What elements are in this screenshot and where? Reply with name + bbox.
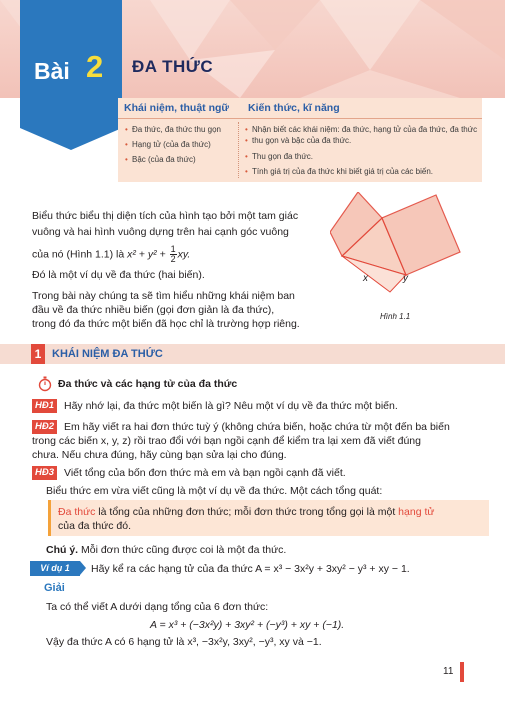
intro-line: đầu về đa thức nhiều biến (gọi đơn giản là đa thức), xyxy=(32,304,275,316)
objective-item: • Hạng tử (của đa thức) xyxy=(132,139,211,150)
intro-line: vuông và hai hình vuông dựng trên hai cạnh góc vuông xyxy=(32,226,289,238)
lesson-number: 2 xyxy=(86,49,104,84)
fraction-one-half xyxy=(170,245,177,264)
intro-line: Trong bài này chúng ta sẽ tìm hiểu những khái niệm ban xyxy=(32,290,295,302)
intro-line: Biểu thức biểu thị diện tích của hình tạo bởi một tam giác xyxy=(32,210,299,222)
page-number: 11 xyxy=(443,666,454,677)
objective-item: • Tính giá trị của đa thức khi biết giá trị của các biến. xyxy=(252,166,433,177)
example-tag-arrow xyxy=(80,561,86,575)
fraction-denominator: 2 xyxy=(170,254,176,264)
definition-term: Đa thức xyxy=(58,506,96,518)
definition-text: là tổng của những đơn thức; mỗi đơn thức trong tổng gọi là một xyxy=(95,506,399,518)
note xyxy=(46,543,286,557)
solution-title: Giải xyxy=(44,582,65,594)
intro-line: Đó là một ví dụ về đa thức (hai biến). xyxy=(32,269,205,281)
lesson-word: Bài xyxy=(34,58,70,84)
definition-term-2: hạng tử xyxy=(398,506,435,518)
page-number-bar xyxy=(460,662,464,682)
activity-text: Em hãy viết ra hai đơn thức tuỳ ý (không chứa biến, hoặc chứa từ một đến ba biến xyxy=(64,421,450,433)
objectives-col2-title: Kiến thức, kĩ năng xyxy=(248,102,340,114)
objective-item: • Nhận biết các khái niệm: đa thức, hạng tử của đa thức, đa thức xyxy=(252,124,477,135)
activity-text: trong các biến x, y, z) rồi trao đổi với bạn ngồi cạnh để kiểm tra lại xem đã viết đúng xyxy=(32,435,421,447)
figure-caption: Hình 1.1 xyxy=(380,312,411,321)
note-text: Mỗi đơn thức cũng được coi là một đa thức. xyxy=(78,544,287,556)
section-number: 1 xyxy=(31,344,45,364)
activity-tag: HĐ3 xyxy=(32,466,57,480)
intro-formula-line xyxy=(32,245,190,264)
solution-conclusion: Vậy đa thức A có 6 hạng tử là x³, −3x²y, 3xy², −y³, xy và −1. xyxy=(46,636,322,648)
intro-line: trong đó đa thức một biến đã học chỉ là trường hợp riêng. xyxy=(32,318,300,330)
objectives-column-divider xyxy=(238,122,239,178)
definition-line xyxy=(58,505,434,519)
intro-formula: x² + y² + xyxy=(127,248,169,261)
activity-tag: HĐ1 xyxy=(32,399,57,413)
figure-label-x: x xyxy=(363,273,368,284)
activity-tag: HĐ2 xyxy=(32,420,57,434)
note-label: Chú ý. xyxy=(46,544,79,556)
solution-formula: A = x³ + (−3x²y) + 3xy² + (−y³) + xy + (−1). xyxy=(150,619,345,631)
example-tag: Ví dụ 1 xyxy=(30,561,80,576)
activity-text: chưa. Nếu chưa đúng, hãy cùng bạn sửa lại cho đúng. xyxy=(32,449,287,461)
stopwatch-icon xyxy=(38,376,52,392)
figure-label-y: y xyxy=(403,273,408,284)
activity-text: Viết tổng của bốn đơn thức mà em và bạn ngồi cạnh đã viết. xyxy=(64,467,346,479)
definition-line-2: của đa thức đó. xyxy=(58,520,131,532)
figure-squares-triangle xyxy=(330,192,490,317)
section-title: KHÁI NIỆM ĐA THỨC xyxy=(52,348,163,360)
intro-formula-suffix: xy. xyxy=(177,248,191,261)
fraction-numerator: 1 xyxy=(170,244,176,254)
objectives-col1-title: Khái niệm, thuật ngữ xyxy=(124,102,230,114)
objective-item: • Thu gọn đa thức. xyxy=(252,151,313,162)
solution-line: Ta có thể viết A dưới dạng tổng của 6 đơn thức: xyxy=(46,601,269,613)
intro-line3-prefix: của nó (Hình 1.1) là xyxy=(32,248,128,261)
lesson-title: ĐA THỨC xyxy=(132,57,214,76)
example-question: Hãy kể ra các hạng tử của đa thức A = x³ − 3x²y + 3xy² − y³ + xy − 1. xyxy=(91,563,410,575)
subsection-title: Đa thức và các hạng tử của đa thức xyxy=(58,378,238,390)
objective-item: • Bậc (của đa thức) xyxy=(132,154,196,165)
objectives-table xyxy=(118,98,482,182)
objectives-divider xyxy=(118,118,482,119)
lesson-tab-point xyxy=(20,128,122,150)
activity-text: Hãy nhớ lại, đa thức một biến là gì? Nêu một ví dụ về đa thức một biến. xyxy=(64,400,398,412)
objective-item-continued: • thu gọn và bậc của đa thức. xyxy=(252,135,351,146)
general-statement: Biểu thức em vừa viết cũng là một ví dụ về đa thức. Một cách tổng quát: xyxy=(46,485,383,497)
objective-item: • Đa thức, đa thức thu gọn xyxy=(132,124,221,135)
